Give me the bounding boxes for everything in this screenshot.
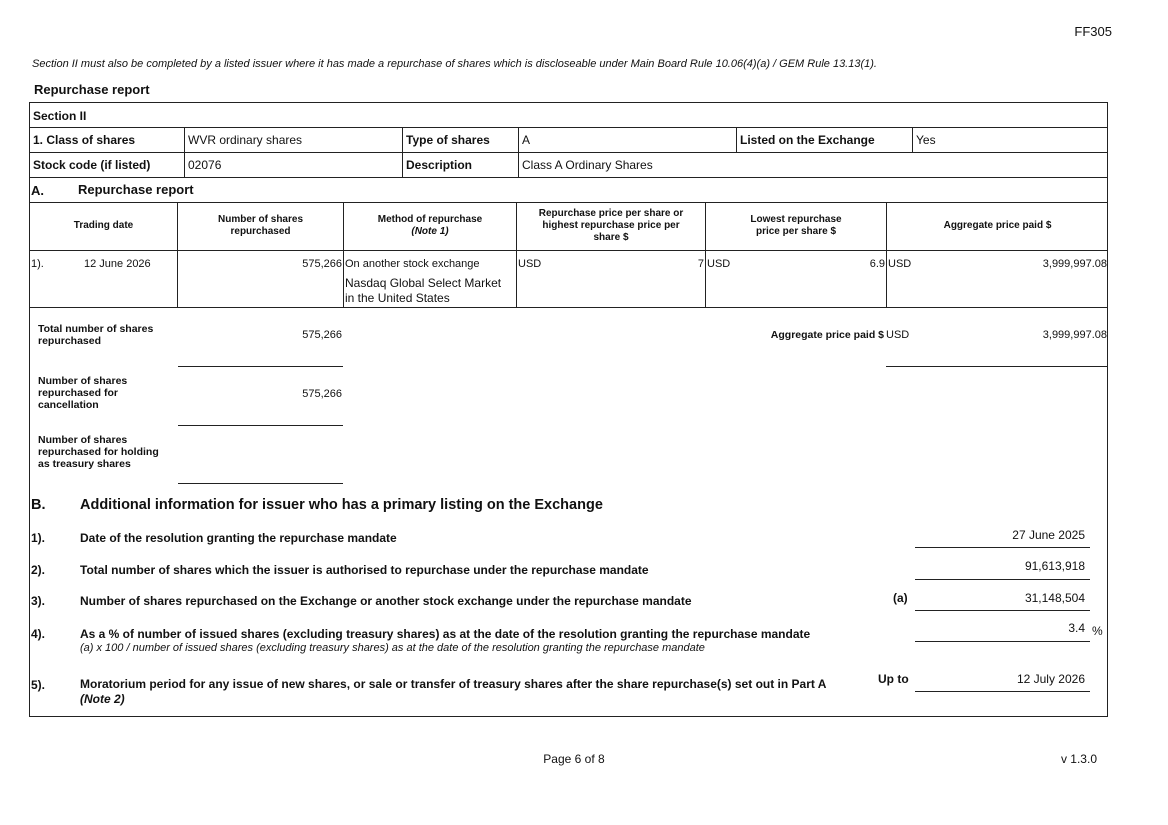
treasury-label-line3: as treasury shares: [38, 458, 131, 470]
total-label-line2: repurchased: [38, 335, 102, 347]
b5-tag: Up to: [878, 672, 909, 686]
total-value: 575,266: [302, 329, 342, 341]
row-shares: 575,266: [302, 258, 342, 270]
page-number: Page 6 of 8: [543, 752, 605, 766]
part-b-letter: B.: [31, 497, 46, 513]
b1-label: Date of the resolution granting the repurchase mandate: [80, 531, 397, 545]
part-b-title: Additional information for issuer who has a primary listing on the Exchange: [80, 497, 603, 513]
type-value: A: [522, 133, 531, 147]
row-aggregate-currency: USD: [888, 258, 912, 270]
total-aggregate-value: 3,999,997.08: [1042, 329, 1107, 341]
b4-label: As a % of number of issued shares (excluding treasury shares) as at the date of the resolution granting the repurchase mandate: [80, 627, 811, 641]
row-index: 1).: [31, 258, 44, 270]
total-label-line1: Total number of shares: [38, 323, 154, 335]
total-label: [38, 323, 153, 347]
b3-label: Number of shares repurchased on the Exchange or another stock exchange under the repurchase mandate: [80, 594, 692, 608]
b2-label: Total number of shares which the issuer is authorised to repurchase under the repurchase mandate: [80, 563, 649, 577]
divider: [184, 127, 185, 177]
header-shares-line1: Number of shares: [217, 214, 304, 225]
b2-index: 2).: [31, 563, 46, 577]
divider: [518, 127, 519, 177]
code-value: 02076: [188, 158, 222, 172]
b1-index: 1).: [31, 531, 46, 545]
divider: [29, 177, 1108, 178]
underline: [915, 547, 1090, 548]
treasury-label: [38, 434, 159, 470]
b3-tag: (a): [893, 591, 908, 605]
header-price-line1: Repurchase price per share or: [538, 208, 684, 219]
part-a-letter: A.: [31, 183, 44, 198]
row-market-line1: Nasdaq Global Select Market: [345, 276, 502, 290]
b5-label: Moratorium period for any issue of new shares, or sale or transfer of treasury shares after the share repurchase(s) set out in Part A: [80, 677, 827, 691]
divider: [886, 202, 887, 307]
cancel-label-line2: repurchased for: [38, 387, 118, 399]
cancel-label: [38, 375, 127, 411]
header-trading-date: Trading date: [73, 220, 134, 231]
part-a-title: Repurchase report: [78, 182, 194, 197]
b4-value: 3.4: [1068, 621, 1085, 635]
report-title: Repurchase report: [34, 82, 150, 97]
treasury-label-line2: repurchased for holding: [38, 446, 159, 458]
listed-label: Listed on the Exchange: [740, 133, 875, 147]
intro-note: Section II must also be completed by a listed issuer where it has made a repurchase of shares which is discloseable under Main Board Rule 10.06(4)(a) / GEM Rule 13.13(1).: [32, 58, 877, 70]
b4-sub: (a) x 100 / number of issued shares (excluding treasury shares) as at the date of the resolution granting the repurchase mandate: [80, 642, 705, 654]
underline: [915, 579, 1090, 580]
cancel-value: 575,266: [302, 388, 342, 400]
underline: [915, 691, 1090, 692]
row-date: 12 June 2026: [84, 258, 151, 270]
divider: [29, 307, 1108, 308]
b1-value: 27 June 2025: [1012, 528, 1085, 542]
row-aggregate: 3,999,997.08: [1042, 258, 1107, 270]
header-shares-line2: repurchased: [230, 226, 291, 237]
divider: [402, 127, 403, 177]
header-shares: [178, 214, 343, 238]
total-aggregate-label: Aggregate price paid $: [770, 329, 884, 341]
row-method: On another stock exchange: [345, 258, 480, 270]
underline: [915, 610, 1090, 611]
total-aggregate-currency: USD: [886, 329, 910, 341]
class-value: WVR ordinary shares: [188, 133, 303, 147]
row-price: 7: [697, 258, 704, 270]
b5-index: 5).: [31, 678, 46, 692]
header-lowest-line1: Lowest repurchase: [750, 214, 842, 225]
cancel-label-line1: Number of shares: [38, 375, 128, 387]
class-label: 1. Class of shares: [33, 133, 136, 147]
b5-note: (Note 2): [80, 692, 125, 706]
underline: [915, 641, 1090, 642]
row-price-currency: USD: [518, 258, 542, 270]
code-label: Stock code (if listed): [33, 158, 151, 172]
header-price: [517, 208, 705, 244]
divider: [29, 127, 1108, 128]
underline: [178, 366, 343, 367]
header-price-line3: share $: [593, 232, 629, 243]
desc-label: Description: [406, 158, 473, 172]
divider: [29, 152, 1108, 153]
header-lowest: [706, 214, 886, 238]
header-aggregate: Aggregate price paid $: [943, 220, 1052, 231]
header-method: [344, 214, 516, 238]
section-title: Section II: [33, 109, 87, 123]
header-method-note: (Note 1): [411, 226, 449, 237]
row-lowest-currency: USD: [707, 258, 731, 270]
b4-index: 4).: [31, 627, 46, 641]
b3-value: 31,148,504: [1024, 591, 1085, 605]
row-market-line2: in the United States: [345, 291, 450, 305]
underline: [178, 483, 343, 484]
version: v 1.3.0: [1060, 752, 1097, 766]
divider: [29, 202, 1108, 203]
divider: [912, 127, 913, 152]
listed-value: Yes: [916, 133, 936, 147]
b5-value: 12 July 2026: [1016, 672, 1085, 686]
treasury-label-line1: Number of shares: [38, 434, 128, 446]
cancel-label-line3: cancellation: [38, 399, 99, 411]
b3-index: 3).: [31, 594, 46, 608]
type-label: Type of shares: [406, 133, 490, 147]
underline: [886, 366, 1108, 367]
row-lowest: 6.9: [869, 258, 885, 270]
header-price-line2: highest repurchase price per: [542, 220, 680, 231]
header-method-line1: Method of repurchase: [377, 214, 483, 225]
desc-value: Class A Ordinary Shares: [522, 158, 653, 172]
header-lowest-line2: price per share $: [755, 226, 837, 237]
b2-value: 91,613,918: [1024, 559, 1085, 573]
b4-unit: %: [1092, 624, 1103, 638]
divider: [29, 250, 1108, 251]
divider: [736, 127, 737, 152]
form-code: FF305: [1074, 24, 1112, 39]
underline: [178, 425, 343, 426]
